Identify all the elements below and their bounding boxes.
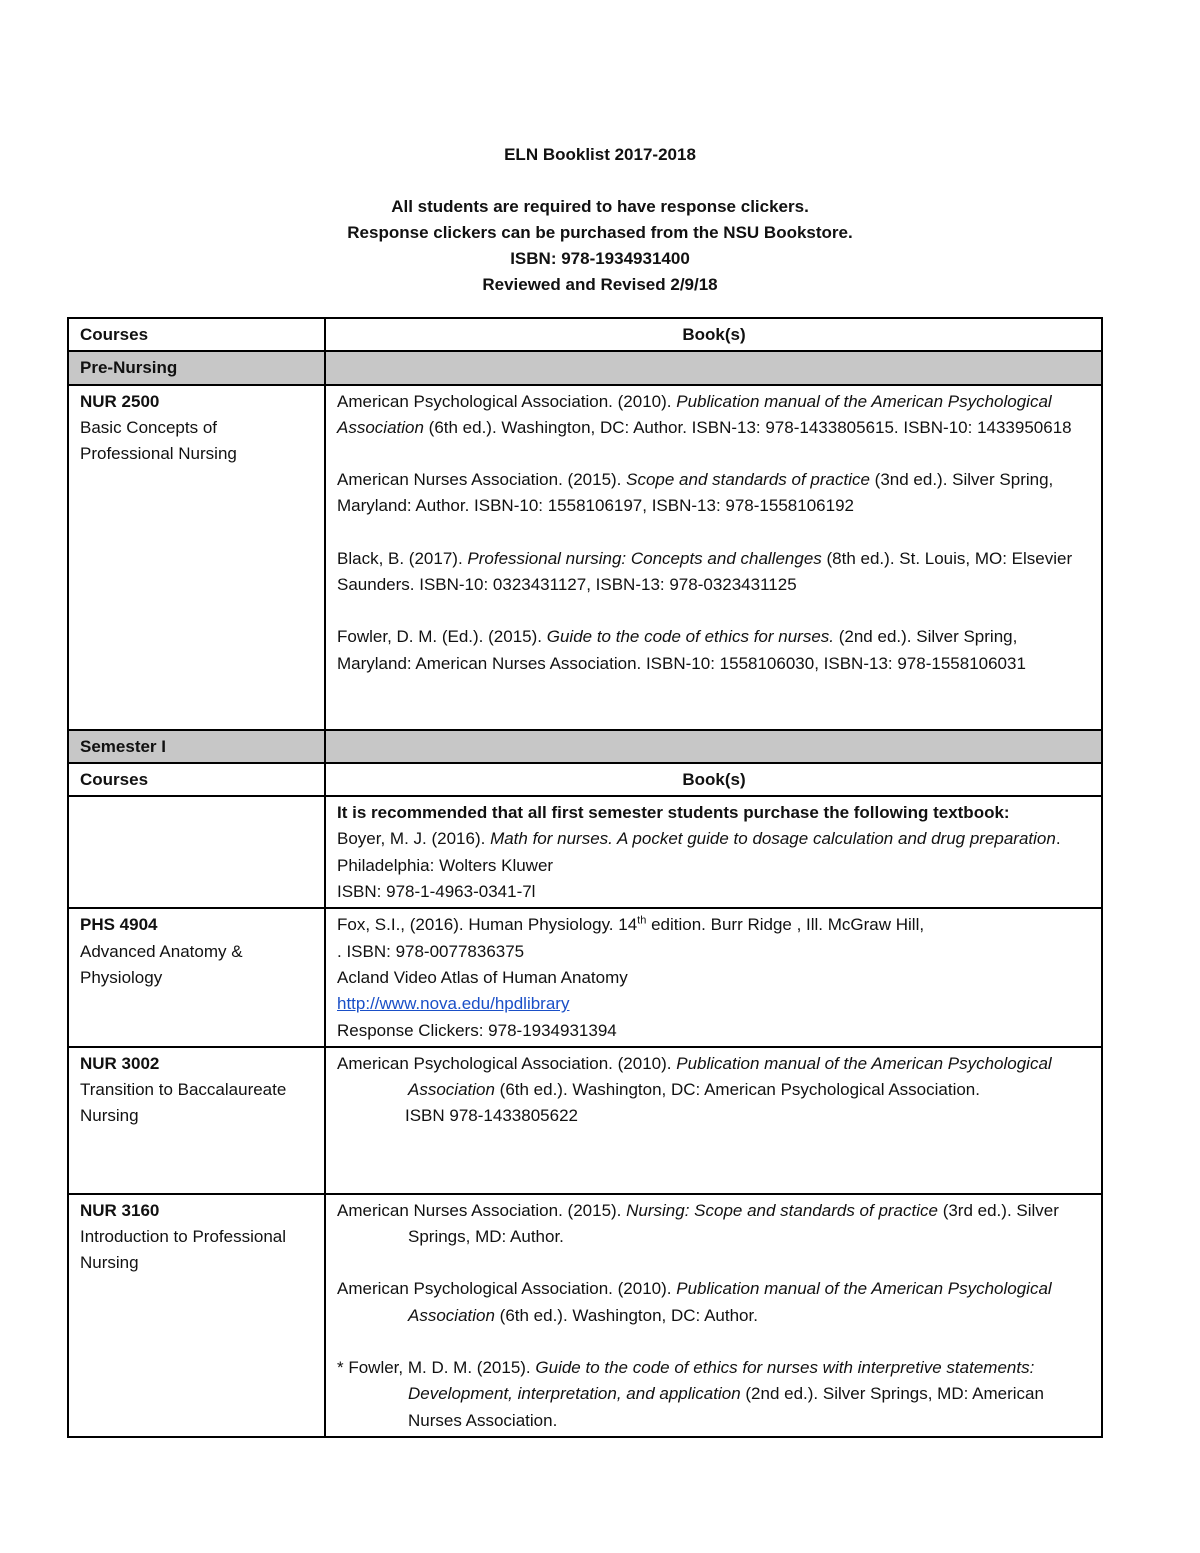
library-link[interactable]: http://www.nova.edu/hpdlibrary [337,994,570,1014]
library-link-wrap [337,991,1091,1017]
table-subheader-row [68,763,1102,796]
books-cell-semester1-general [325,796,1102,908]
video-atlas-title: Acland Video Atlas of Human Anatomy [337,967,628,987]
book-reference: American Nurses Association. (2015). Scope and standards of practice (3nd ed.). Silver Spring, Maryland: Author. ISBN-10: 1558106197, ISBN-13: 978-1558106192 [337,470,1054,516]
course-name: Advanced Anatomy & Physiology [80,941,243,987]
course-cell-nur2500 [68,385,325,730]
book-reference: American Psychological Association. (2010). Publication manual of the American Psychological Association (6th ed.). Washington, DC: Author. [337,1279,1052,1325]
course-name: Introduction to Professional Nursing [80,1227,287,1273]
header-line-clickers-required: All students are required to have response clickers. [391,197,809,216]
courses-column-header: Courses [68,318,325,351]
recommendation-text: It is recommended that all first semester students purchase the following textbook: [337,803,1010,823]
books-cell-phs4904 [325,908,1102,1046]
book-reference: * Fowler, M. D. M. (2015). Guide to the code of ethics for nurses with interpretive statements: Development, interpretation, and application (2nd ed.). Silver Springs, MD: American Nurses Association. [337,1358,1044,1430]
response-clickers-isbn: Response Clickers: 978-1934931394 [337,1020,617,1040]
course-code: NUR 3002 [80,1053,160,1073]
header-line-bookstore: Response clickers can be purchased from the NSU Bookstore. [347,223,853,242]
course-cell-phs4904 [68,908,325,1046]
course-cell-nur3002 [68,1047,325,1194]
books-column-header: Book(s) [325,318,1102,351]
course-cell-nur3160 [68,1194,325,1437]
book-reference: Black, B. (2017). Professional nursing: Concepts and challenges (8th ed.). St. Louis, MO: Elsevier Saunders. ISBN-10: 0323431127, ISBN-13: 978-0323431125 [337,548,1073,595]
books-cell-nur3160 [325,1194,1102,1437]
section-empty-cell [325,730,1102,763]
booklist-table [67,317,1103,1438]
section-row-semester1 [68,730,1102,763]
course-code: PHS 4904 [80,915,158,935]
course-code: NUR 3160 [80,1200,160,1220]
book-reference: American Nurses Association. (2015). Nursing: Scope and standards of practice (3rd ed.). Silver Springs, MD: Author. [337,1200,1059,1247]
book-isbn: ISBN: 978-1-4963-0341-7l [337,882,536,902]
book-reference: Fox, S.I., (2016). Human Physiology. 14th edition. Burr Ridge , Ill. McGraw Hill, [337,914,925,935]
books-cell-nur2500 [325,385,1102,730]
books-column-header: Book(s) [325,763,1102,796]
header-line-revised: Reviewed and Revised 2/9/18 [482,275,718,294]
document-header [0,142,1200,298]
table-row-nur3002 [68,1047,1102,1194]
section-title-prenursing: Pre-Nursing [68,351,325,384]
course-name: Basic Concepts of Professional Nursing [80,417,237,464]
section-title-semester1: Semester I [68,730,325,763]
table-row-semester1-general [68,796,1102,908]
course-cell-empty [68,796,325,908]
table-row-nur2500 [68,385,1102,730]
courses-column-header: Courses [68,763,325,796]
section-row-prenursing [68,351,1102,384]
book-reference: American Psychological Association. (2010). Publication manual of the American Psychological Association (6th ed.). Washington, DC: Author. ISBN-13: 978-1433805615. ISBN-10: 1433950618 [337,391,1072,437]
book-reference: Boyer, M. J. (2016). Math for nurses. A pocket guide to dosage calculation and drug preparation. Philadelphia: Wolters Kluwer [337,829,1061,875]
book-isbn: ISBN 978-1433805622 [405,1106,578,1126]
course-name: Transition to Baccalaureate Nursing [80,1080,287,1126]
books-cell-nur3002 [325,1047,1102,1194]
table-header-row [68,318,1102,351]
header-line-isbn: ISBN: 978-1934931400 [510,249,690,268]
book-reference: American Psychological Association. (2010). Publication manual of the American Psychological Association (6th ed.). Washington, DC: American Psychological Association. [337,1053,1052,1100]
course-code: NUR 2500 [80,391,160,411]
table-row-nur3160 [68,1194,1102,1437]
book-isbn: . ISBN: 978-0077836375 [337,941,525,961]
document-title: ELN Booklist 2017-2018 [504,145,696,164]
table-row-phs4904 [68,908,1102,1046]
book-reference: Fowler, D. M. (Ed.). (2015). Guide to the code of ethics for nurses. (2nd ed.). Silver Spring, Maryland: American Nurses Association. ISBN-10: 1558106030, ISBN-13: 978-1558106031 [337,627,1026,673]
section-empty-cell [325,351,1102,384]
